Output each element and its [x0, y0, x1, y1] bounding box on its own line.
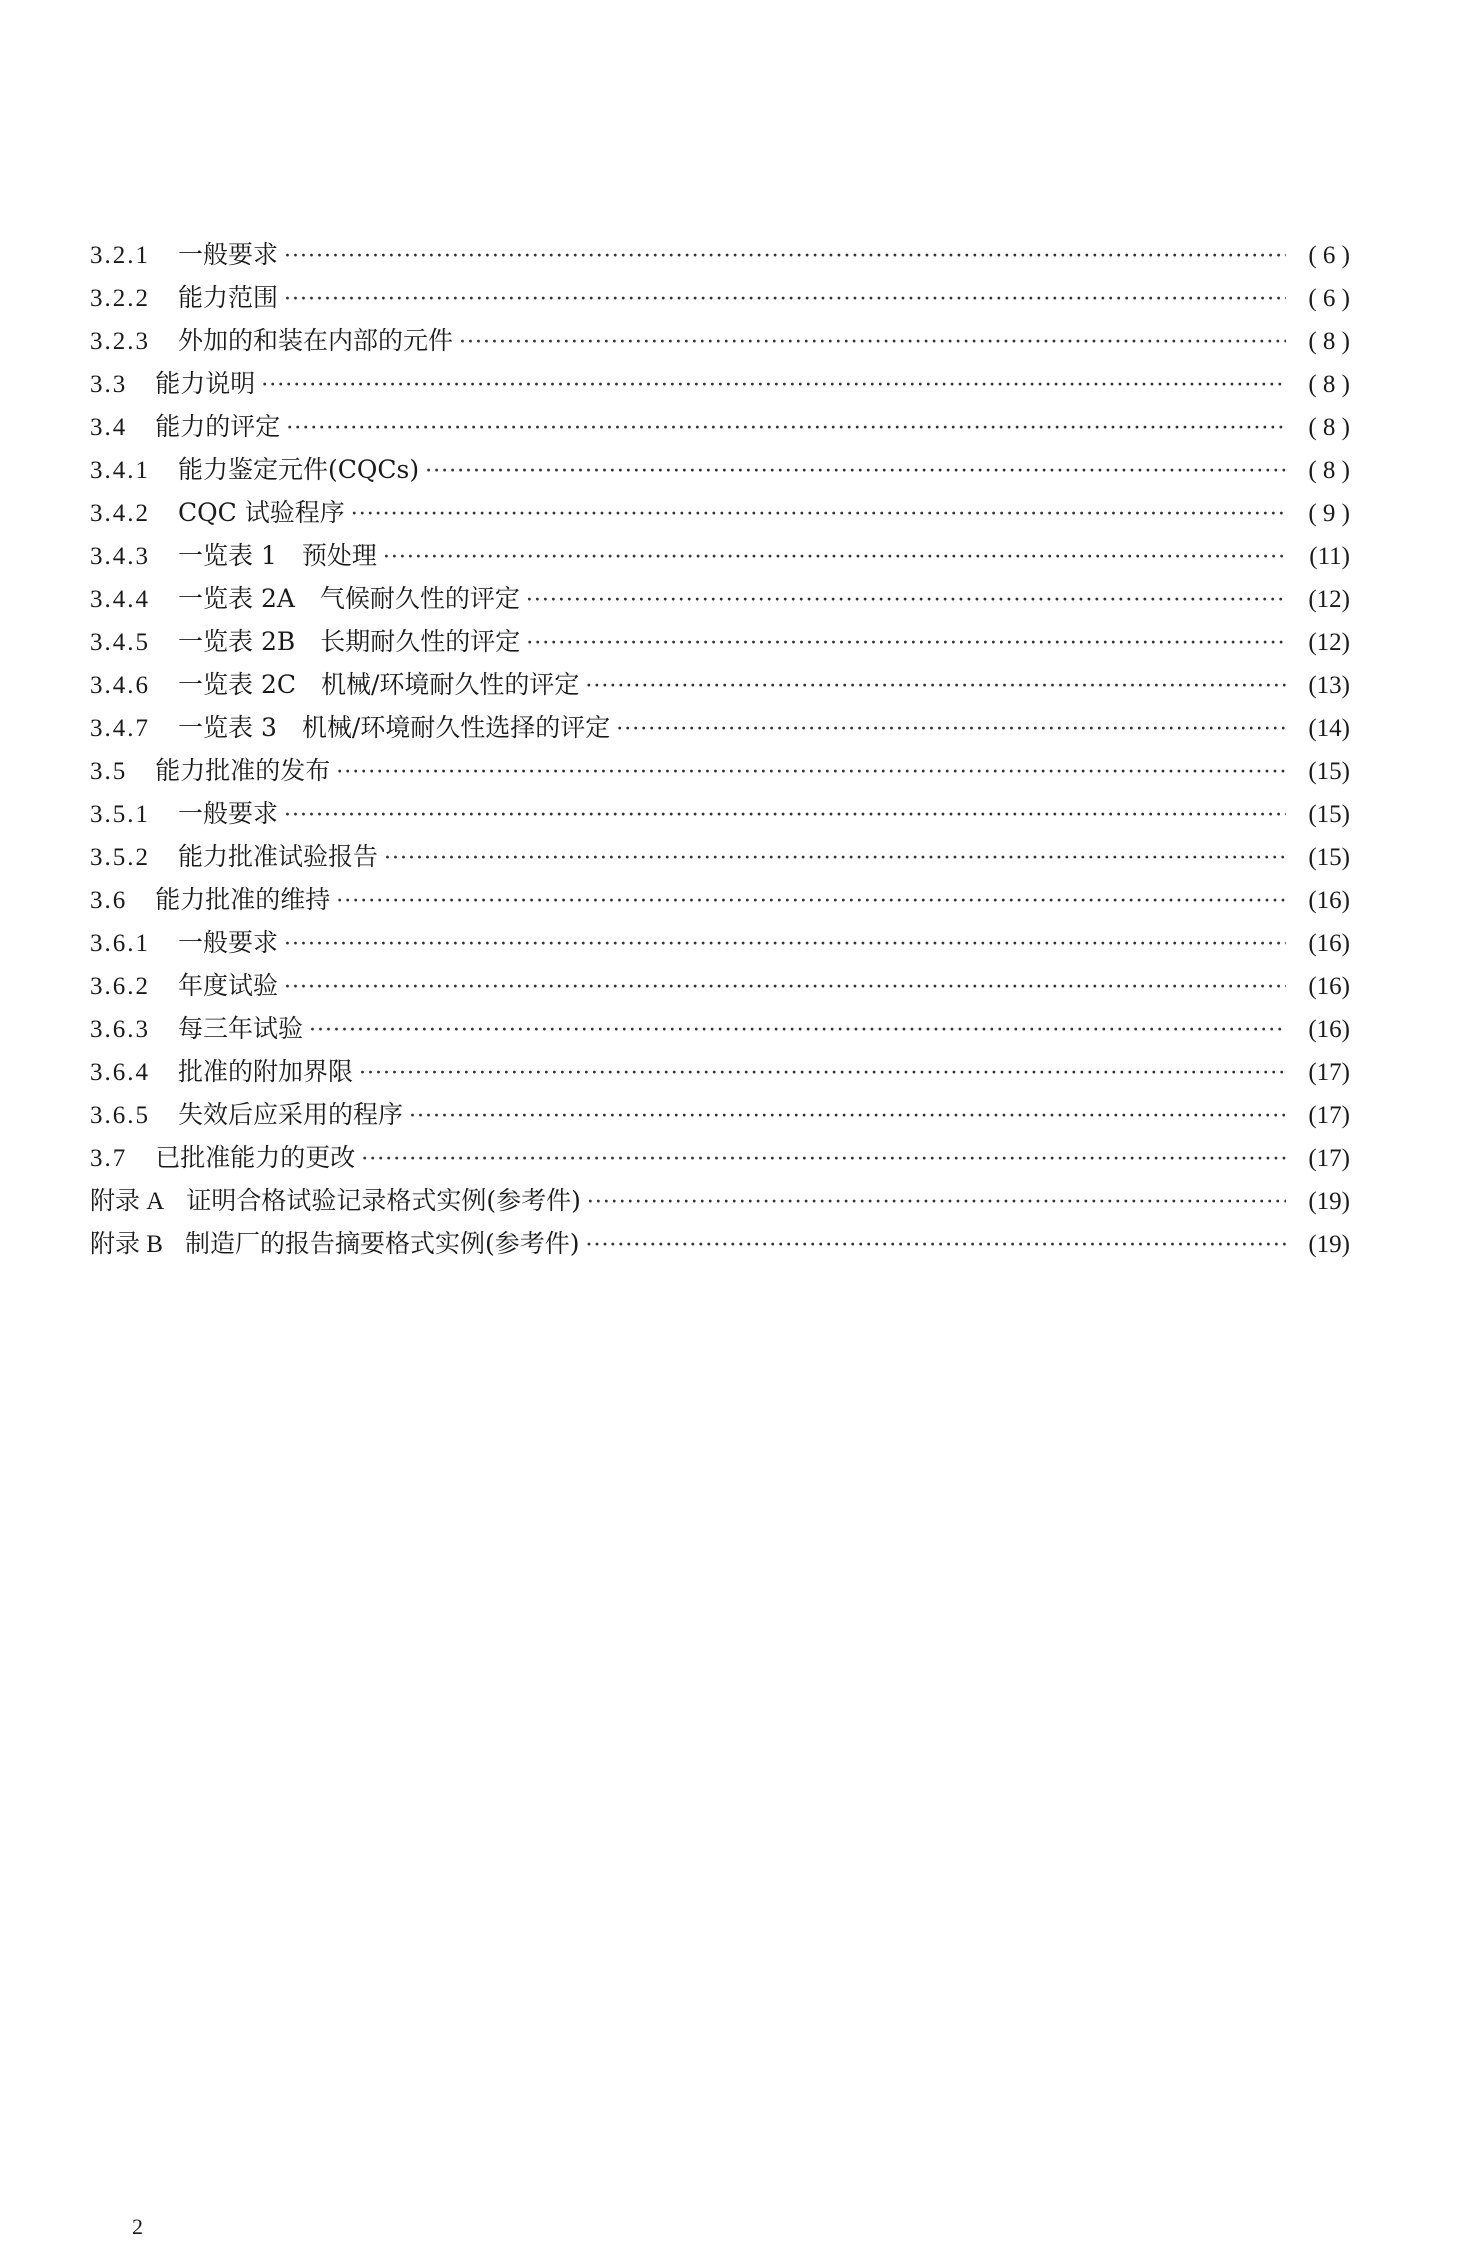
toc-entry — [90, 835, 1350, 878]
toc-entry — [90, 276, 1350, 319]
dot-leader — [336, 880, 1286, 923]
table-of-contents — [90, 233, 1350, 1265]
toc-entry-number: 3.2.3 — [90, 328, 150, 355]
toc-entry-title: 一览表 2B 长期耐久性的评定 — [178, 627, 521, 656]
toc-entry-page: (17) — [1308, 1102, 1350, 1129]
toc-entry-page: (19) — [1308, 1231, 1350, 1258]
toc-entry-page: ( 9 ) — [1308, 500, 1350, 527]
dot-leader — [409, 1095, 1286, 1138]
toc-entry-page: ( 6 ) — [1308, 285, 1350, 312]
toc-entry-title: CQC 试验程序 — [178, 498, 345, 527]
toc-entry-title: 制造厂的报告摘要格式实例(参考件) — [184, 1229, 580, 1258]
toc-entry-number: 3.2.1 — [90, 242, 150, 269]
toc-entry-title: 一览表 1 预处理 — [178, 541, 377, 570]
toc-entry — [90, 964, 1350, 1007]
toc-entry-number: 3.4.2 — [90, 500, 150, 527]
toc-entry-page: (11) — [1309, 543, 1350, 570]
toc-entry-number: 附录 B — [90, 1231, 163, 1258]
toc-entry-title: 年度试验 — [178, 971, 279, 1000]
toc-entry-title: 已批准能力的更改 — [155, 1143, 356, 1172]
toc-entry — [90, 491, 1350, 534]
toc-entry-title: 一览表 3 机械/环境耐久性选择的评定 — [178, 713, 611, 742]
dot-leader — [526, 579, 1286, 622]
dot-leader — [284, 235, 1286, 278]
toc-entry-page: (16) — [1308, 973, 1350, 1000]
toc-entry-number: 3.4 — [90, 414, 128, 441]
toc-entry-title: 一般要求 — [178, 240, 279, 269]
dot-leader — [284, 923, 1286, 966]
dot-leader — [585, 1224, 1286, 1267]
toc-entry-title: 批准的附加界限 — [178, 1057, 354, 1086]
toc-entry — [90, 1050, 1350, 1093]
dot-leader — [284, 966, 1286, 1009]
toc-entry-appendix — [90, 1179, 1350, 1222]
page-number: 2 — [132, 2214, 143, 2239]
toc-entry-title: 证明合格试验记录格式实例(参考件) — [186, 1186, 581, 1215]
toc-entry-page: (16) — [1308, 887, 1350, 914]
toc-entry — [90, 534, 1350, 577]
toc-entry-number: 3.6.2 — [90, 973, 150, 1000]
toc-entry-number: 3.4.6 — [90, 672, 150, 699]
toc-entry-number: 3.7 — [90, 1145, 128, 1172]
dot-leader — [286, 407, 1286, 450]
toc-entry — [90, 921, 1350, 964]
dot-leader — [284, 278, 1286, 321]
toc-entry-page: (15) — [1308, 844, 1350, 871]
toc-entry-number: 3.4.5 — [90, 629, 150, 656]
toc-entry-page: ( 6 ) — [1308, 242, 1350, 269]
dot-leader — [261, 364, 1286, 407]
toc-entry-number: 3.6.3 — [90, 1016, 150, 1043]
toc-entry-page: ( 8 ) — [1308, 457, 1350, 484]
dot-leader — [336, 751, 1286, 794]
toc-entry-page: (16) — [1308, 1016, 1350, 1043]
toc-entry-page: ( 8 ) — [1308, 371, 1350, 398]
toc-entry-title: 能力批准的发布 — [155, 756, 331, 785]
toc-entry-title: 一般要求 — [178, 799, 279, 828]
dot-leader — [459, 321, 1286, 364]
toc-entry — [90, 663, 1350, 706]
toc-entry — [90, 1093, 1350, 1136]
toc-entry-page: (17) — [1308, 1145, 1350, 1172]
toc-entry-number: 3.4.4 — [90, 586, 150, 613]
toc-entry-number: 3.4.7 — [90, 715, 150, 742]
dot-leader — [361, 1138, 1286, 1181]
toc-entry-page: (19) — [1308, 1188, 1350, 1215]
dot-leader — [425, 450, 1286, 493]
toc-entry — [90, 362, 1350, 405]
dot-leader — [351, 493, 1286, 536]
toc-entry-page: (15) — [1308, 801, 1350, 828]
toc-entry — [90, 878, 1350, 921]
toc-entry-page: (12) — [1308, 586, 1350, 613]
toc-entry — [90, 1007, 1350, 1050]
toc-entry-page: (14) — [1308, 715, 1350, 742]
toc-entry-number: 3.5.2 — [90, 844, 150, 871]
toc-entry-number: 3.6.1 — [90, 930, 150, 957]
toc-entry-page: (16) — [1308, 930, 1350, 957]
dot-leader — [309, 1009, 1286, 1052]
toc-entry-page: (17) — [1308, 1059, 1350, 1086]
toc-entry — [90, 448, 1350, 491]
toc-entry-page: (12) — [1308, 629, 1350, 656]
toc-entry-title: 能力批准的维持 — [155, 885, 331, 914]
toc-entry — [90, 233, 1350, 276]
dot-leader — [585, 665, 1286, 708]
dot-leader — [587, 1181, 1286, 1224]
toc-entry-page: ( 8 ) — [1308, 328, 1350, 355]
toc-entry-appendix — [90, 1222, 1350, 1265]
toc-entry-page: ( 8 ) — [1308, 414, 1350, 441]
toc-entry — [90, 1136, 1350, 1179]
dot-leader — [359, 1052, 1286, 1095]
toc-entry-title: 失效后应采用的程序 — [178, 1100, 404, 1129]
toc-entry — [90, 620, 1350, 663]
toc-entry-number: 3.6.4 — [90, 1059, 150, 1086]
toc-entry-page: (13) — [1308, 672, 1350, 699]
toc-entry-title: 每三年试验 — [178, 1014, 304, 1043]
toc-entry — [90, 792, 1350, 835]
toc-entry-page: (15) — [1308, 758, 1350, 785]
toc-entry-number: 3.6.5 — [90, 1102, 150, 1129]
dot-leader — [384, 837, 1286, 880]
toc-entry-title: 一览表 2A 气候耐久性的评定 — [178, 584, 520, 613]
toc-entry-number: 3.5.1 — [90, 801, 150, 828]
toc-entry — [90, 319, 1350, 362]
toc-entry-title: 一般要求 — [178, 928, 279, 957]
toc-entry-number: 附录 A — [90, 1188, 165, 1215]
toc-entry — [90, 577, 1350, 620]
toc-entry-title: 外加的和装在内部的元件 — [178, 326, 454, 355]
dot-leader — [383, 536, 1286, 579]
toc-entry — [90, 405, 1350, 448]
toc-entry-number: 3.4.1 — [90, 457, 150, 484]
toc-entry-title: 能力批准试验报告 — [178, 842, 379, 871]
toc-entry-number: 3.2.2 — [90, 285, 150, 312]
toc-entry — [90, 706, 1350, 749]
toc-entry-number: 3.3 — [90, 371, 128, 398]
toc-entry-title: 能力的评定 — [155, 412, 281, 441]
dot-leader — [616, 708, 1286, 751]
toc-entry-title: 能力说明 — [155, 369, 256, 398]
toc-entry-number: 3.6 — [90, 887, 128, 914]
toc-entry-number: 3.5 — [90, 758, 128, 785]
toc-entry-title: 能力鉴定元件(CQCs) — [178, 455, 420, 484]
toc-entry-title: 能力范围 — [178, 283, 279, 312]
toc-entry-title: 一览表 2C 机械/环境耐久性的评定 — [178, 670, 580, 699]
dot-leader — [526, 622, 1286, 665]
toc-entry-number: 3.4.3 — [90, 543, 150, 570]
toc-entry — [90, 749, 1350, 792]
dot-leader — [284, 794, 1286, 837]
